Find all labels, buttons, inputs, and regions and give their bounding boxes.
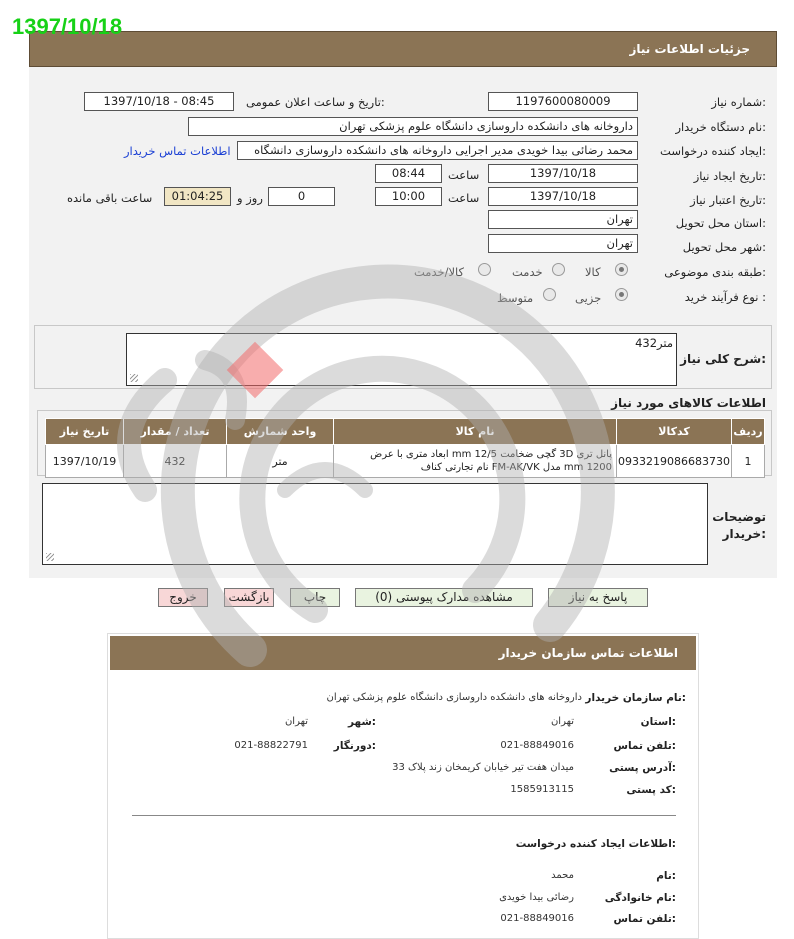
- category-option-goods: کالا: [585, 265, 601, 279]
- col-unit: واحد شمارش: [227, 419, 334, 445]
- process-radio-medium[interactable]: [543, 288, 556, 301]
- contact-title: اطلاعات تماس سازمان خریدار: [498, 646, 678, 660]
- col-qty: تعداد / مقدار: [124, 419, 227, 445]
- announce-label: تاریخ و ساعت اعلان عمومی:: [246, 95, 385, 109]
- cell-code: 0933219086683730: [617, 445, 732, 478]
- page-title-bar: [29, 31, 777, 67]
- buyer-org-label: نام دستگاه خریدار:: [675, 120, 766, 134]
- city-label: شهر محل تحویل:: [682, 240, 766, 254]
- days-label: روز و: [237, 191, 263, 205]
- city-field[interactable]: تهران: [488, 234, 638, 253]
- resize-grip-icon[interactable]: [46, 553, 54, 561]
- province-field[interactable]: تهران: [488, 210, 638, 229]
- creator-name-value: محمد: [551, 870, 574, 881]
- process-radio-minor[interactable]: [615, 288, 628, 301]
- creator-family-label: نام خانوادگی:: [604, 892, 676, 904]
- contact-address-value: میدان هفت تیر خیابان کریمخان زند پلاک 33: [392, 762, 574, 773]
- description-textarea[interactable]: [126, 333, 677, 386]
- announce-field[interactable]: 1397/10/18 - 08:45: [84, 92, 234, 111]
- creator-field[interactable]: محمد رضائی بیدا خویدی مدیر اجرایی داروخانه های دانشکده داروسازی دانشگاه: [237, 141, 638, 160]
- contact-city-value: تهران: [284, 716, 308, 727]
- buyer-notes-label-1: توضیحات: [712, 510, 766, 524]
- description-label: شرح کلی نیاز:: [680, 352, 766, 366]
- province-label: استان محل تحویل:: [675, 216, 766, 230]
- contact-address-label: آدرس پستی:: [609, 762, 676, 774]
- contact-province-label: استان:: [640, 716, 676, 728]
- cell-unit: متر: [227, 445, 334, 478]
- items-table: [45, 418, 765, 478]
- date-stamp: 1397/10/18: [12, 14, 123, 39]
- buyer-org-field[interactable]: داروخانه های دانشکده داروسازی دانشگاه علوم پزشکی تهران: [188, 117, 638, 136]
- col-row: ردیف: [732, 419, 765, 445]
- category-radio-service[interactable]: [552, 263, 565, 276]
- contact-phone-label: تلفن تماس:: [613, 740, 676, 752]
- need-number-label: شماره نیاز:: [711, 95, 766, 109]
- contact-divider: [132, 815, 676, 816]
- creator-phone-label: تلفن تماس:: [613, 913, 676, 925]
- col-name: نام کالا: [334, 419, 617, 445]
- creator-label: ایجاد کننده درخواست:: [660, 144, 766, 158]
- contact-fax-label: دورنگار:: [333, 740, 376, 752]
- contact-title-bar: [110, 636, 696, 670]
- reply-button[interactable]: پاسخ به نیاز: [548, 588, 648, 607]
- cell-name: [334, 445, 617, 478]
- validity-time-label: ساعت: [448, 191, 480, 205]
- category-option-service: خدمت: [512, 265, 543, 279]
- days-field[interactable]: 0: [268, 187, 335, 206]
- creator-name-label: نام:: [656, 870, 676, 882]
- create-date-label: تاریخ ایجاد نیاز:: [693, 169, 766, 183]
- cell-row: 1: [732, 445, 765, 478]
- contact-province-value: تهران: [550, 716, 574, 727]
- contact-postal-label: کد پستی:: [626, 784, 676, 796]
- contact-phone-value: 021-88849016: [500, 740, 574, 751]
- process-option-minor: جزیی: [575, 291, 602, 305]
- print-button[interactable]: چاپ: [290, 588, 340, 607]
- process-option-medium: متوسط: [497, 291, 534, 305]
- category-option-both: کالا/خدمت: [414, 265, 465, 279]
- contact-city-label: شهر:: [348, 716, 376, 728]
- items-section-title: اطلاعات کالاهای مورد نیاز: [611, 396, 766, 410]
- category-radio-both[interactable]: [478, 263, 491, 276]
- back-button[interactable]: بازگشت: [224, 588, 274, 607]
- table-row[interactable]: [46, 445, 765, 478]
- validity-date-field[interactable]: 1397/10/18: [488, 187, 638, 206]
- create-time-label: ساعت: [448, 168, 480, 182]
- cell-name-line2: 1200 mm مدل FM-AK/VK نام تجارتی کناف: [420, 462, 613, 473]
- buyer-notes-label-2: خریدار:: [722, 527, 766, 541]
- process-label: نوع فرآیند خرید :: [684, 290, 766, 304]
- buyer-notes-textarea[interactable]: [42, 483, 708, 565]
- contact-postal-value: 1585913115: [510, 784, 574, 795]
- page-title: جزئیات اطلاعات نیاز: [629, 42, 750, 56]
- cell-date: 1397/10/19: [46, 445, 124, 478]
- creator-family-value: رضائی بیدا خویدی: [499, 892, 574, 903]
- buyer-contact-link[interactable]: اطلاعات تماس خریدار: [124, 144, 231, 158]
- validity-time-field[interactable]: 10:00: [375, 187, 442, 206]
- description-text: 432متر: [635, 336, 673, 350]
- category-label: طبقه بندی موضوعی:: [664, 265, 766, 279]
- cell-qty: 432: [124, 445, 227, 478]
- contact-org-value: داروخانه های دانشکده داروسازی دانشگاه علوم پزشکی تهران: [326, 692, 582, 703]
- resize-grip-icon[interactable]: [130, 374, 138, 382]
- cell-name-line1: پانل تری 3D گچی ضخامت 12/5 mm ابعاد متری با عرض: [370, 449, 613, 460]
- col-code: کدکالا: [617, 419, 732, 445]
- attachments-button[interactable]: مشاهده مدارک پیوستی (0): [355, 588, 533, 607]
- remaining-label: ساعت باقی مانده: [67, 191, 153, 205]
- need-number-field[interactable]: 1197600080009: [488, 92, 638, 111]
- exit-button[interactable]: خروج: [158, 588, 208, 607]
- category-radio-goods[interactable]: [615, 263, 628, 276]
- remaining-time-field[interactable]: 01:04:25: [164, 187, 231, 206]
- create-date-field[interactable]: 1397/10/18: [488, 164, 638, 183]
- validity-label: تاریخ اعتبار نیاز:: [690, 193, 766, 207]
- contact-org-label: نام سازمان خریدار:: [585, 692, 686, 704]
- contact-fax-value: 021-88822791: [234, 740, 308, 751]
- creator-phone-value: 021-88849016: [500, 913, 574, 924]
- col-date: تاریخ نیاز: [46, 419, 124, 445]
- create-time-field[interactable]: 08:44: [375, 164, 442, 183]
- creator-info-title: اطلاعات ایجاد کننده درخواست:: [515, 838, 676, 850]
